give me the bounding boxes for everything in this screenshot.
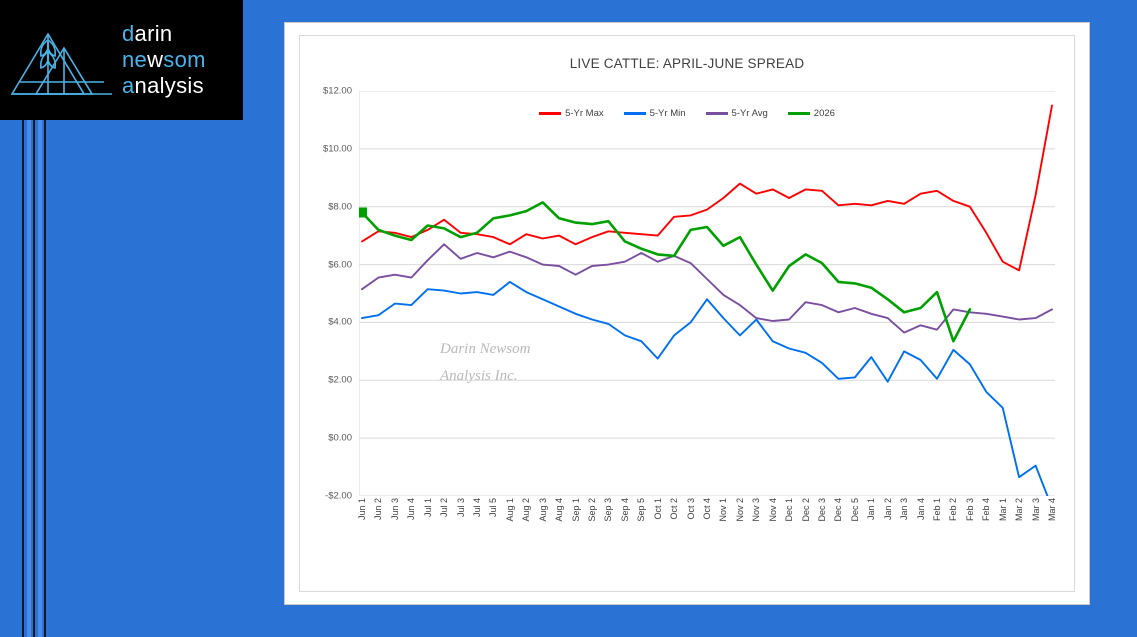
x-tick-label: Feb 1 <box>932 498 942 522</box>
x-tick-label: Aug 3 <box>537 498 548 522</box>
y-tick-label: $2.00 <box>328 374 352 386</box>
chart-watermark <box>440 336 530 390</box>
x-tick-label: Jan 4 <box>915 498 926 521</box>
x-tick-label: Aug 1 <box>504 498 515 522</box>
x-tick-label: Dec 4 <box>833 498 844 522</box>
logo-line2-accent: ne <box>122 47 148 73</box>
x-tick-label: Sep 3 <box>603 498 614 522</box>
x-tick-label: Dec 1 <box>784 498 795 522</box>
x-tick-label: Jul 2 <box>439 498 450 518</box>
x-tick-label: Dec 2 <box>800 498 811 522</box>
x-tick-label: Sep 1 <box>570 498 581 522</box>
chart-card <box>284 22 1090 605</box>
x-tick-label: Mar 4 <box>1047 498 1057 522</box>
legend-label: 5-Yr Max <box>565 108 604 119</box>
x-tick-label: Nov 4 <box>767 498 778 522</box>
logo-line1-rest: arin <box>134 21 173 47</box>
x-tick-label: Dec 3 <box>817 498 827 522</box>
legend-label: 5-Yr Min <box>649 108 686 119</box>
x-tick-label: Jan 2 <box>882 498 893 521</box>
y-tick-label: $6.00 <box>328 259 352 271</box>
x-tick-label: Jul 1 <box>422 498 433 518</box>
y-tick-label: $8.00 <box>328 201 352 213</box>
x-tick-label: Oct 2 <box>669 498 680 520</box>
y-tick-label: $10.00 <box>322 143 352 155</box>
y-tick-label: $12.00 <box>322 85 352 97</box>
y-tick-label: $0.00 <box>328 432 352 444</box>
x-tick-label: Sep 4 <box>619 498 630 522</box>
x-tick-label: Oct 1 <box>652 498 663 520</box>
x-tick-label: Oct 3 <box>685 498 696 520</box>
x-tick-label: Jan 3 <box>899 498 910 521</box>
watermark-line1: Darin Newsom <box>440 341 531 357</box>
x-tick-label: Nov 3 <box>751 498 762 522</box>
x-tick-label: Sep 2 <box>587 498 597 522</box>
x-tick-label: Nov 2 <box>734 498 745 522</box>
x-tick-label: Mar 2 <box>1014 498 1025 522</box>
x-tick-label: Jun 3 <box>389 498 400 521</box>
x-tick-label: Feb 4 <box>981 498 992 522</box>
brand-wordmark <box>122 21 206 99</box>
x-tick-label: Dec 5 <box>849 498 860 522</box>
x-tick-label: Mar 3 <box>1030 498 1041 522</box>
x-tick-label: Jul 5 <box>488 498 499 518</box>
x-tick-label: Aug 2 <box>521 498 532 522</box>
logo-line3-rest: nalysis <box>134 72 204 98</box>
chart-container <box>299 35 1075 592</box>
y-axis-labels <box>300 85 356 502</box>
x-tick-label: Feb 2 <box>948 498 959 522</box>
x-axis-labels <box>359 498 1055 568</box>
x-tick-label: Oct 4 <box>702 498 712 520</box>
brand-logo <box>0 0 243 120</box>
legend-label: 2026 <box>813 108 835 119</box>
plot-area <box>359 91 1055 496</box>
x-tick-label: Jul 3 <box>455 498 466 518</box>
x-tick-label: Mar 1 <box>997 498 1008 522</box>
mountain-wheat-icon <box>8 18 116 102</box>
logo-line1-accent: d <box>122 21 135 47</box>
x-tick-label: Aug 4 <box>554 498 565 522</box>
x-tick-label: Jun 2 <box>373 498 384 521</box>
logo-line3-accent: a <box>122 72 135 98</box>
chart-title: LIVE CATTLE: APRIL-JUNE SPREAD <box>569 56 805 71</box>
watermark-line2: Analysis Inc. <box>440 368 518 384</box>
legend-label: 5-Yr Avg <box>731 108 768 119</box>
x-tick-label: Jul 4 <box>472 498 482 518</box>
x-tick-label: Jun 4 <box>406 498 417 521</box>
x-tick-label: Feb 3 <box>964 498 975 522</box>
x-tick-label: Nov 1 <box>718 498 729 522</box>
x-tick-label: Sep 5 <box>636 498 647 522</box>
y-tick-label: -$2.00 <box>325 490 352 502</box>
logo-line2-mid: w <box>147 47 164 73</box>
x-tick-label: Jan 1 <box>866 498 877 521</box>
logo-line2-rest: som <box>163 47 206 73</box>
x-tick-label: Jun 1 <box>357 498 367 521</box>
y-tick-label: $4.00 <box>328 316 352 328</box>
